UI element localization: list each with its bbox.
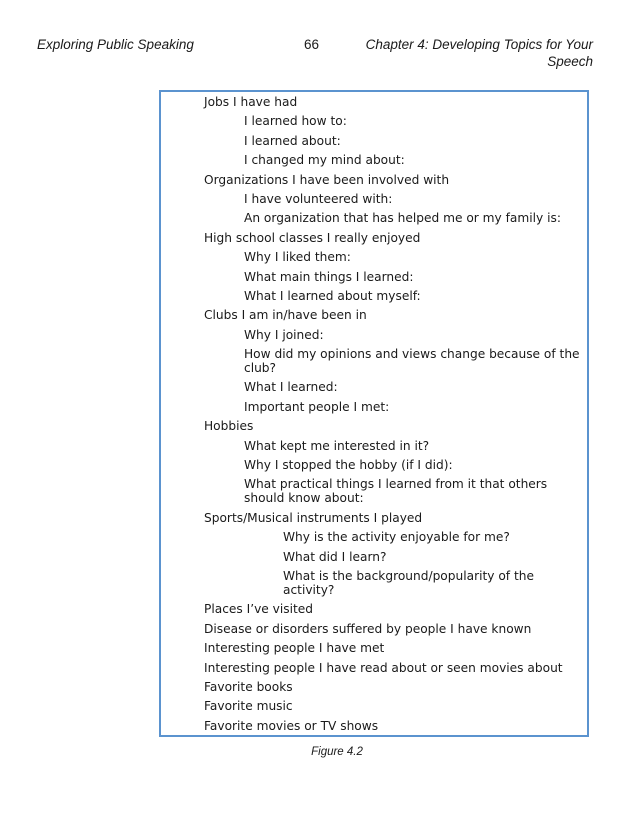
topic-prompt: Why I joined: [244, 327, 324, 342]
topic-prompt: I learned about: [244, 133, 341, 148]
topic-prompt: What kept me interested in it? [244, 438, 430, 453]
topic-category: Interesting people I have read about or seen movies about [204, 660, 563, 675]
topic-list [204, 95, 583, 738]
topic-category: Clubs I am in/have been in [204, 308, 367, 323]
topic-category: Sports/Musical instruments I played [204, 510, 423, 525]
topic-category: Disease or disorders suffered by people I have known [204, 621, 532, 636]
topic-category: Hobbies [204, 419, 254, 434]
topic-prompt: Why is the activity enjoyable for me? [283, 530, 510, 545]
topic-prompt: An organization that has helped me or my family is: [244, 211, 561, 226]
topic-prompt: Why I stopped the hobby (if I did): [244, 458, 453, 473]
topic-category: Jobs I have had [204, 95, 298, 109]
topic-prompt: What is the background/popularity of the activity? [283, 568, 534, 597]
topic-prompt: What main things I learned: [244, 269, 414, 284]
topic-prompt: Important people I met: [244, 399, 390, 414]
topic-brainstorm-box [159, 90, 589, 737]
topic-category: Favorite music [204, 699, 293, 714]
running-header-chapter-title: Chapter 4: Developing Topics for Your Speech [365, 37, 593, 69]
topic-category: High school classes I really enjoyed [204, 230, 421, 245]
topic-prompt: What I learned: [244, 380, 338, 395]
topic-prompt: I have volunteered with: [244, 191, 393, 206]
topic-prompt: How did my opinions and views change because of the club? [244, 347, 580, 376]
page-number: 66 [304, 37, 320, 52]
topic-prompt: I changed my mind about: [244, 153, 405, 168]
topic-prompt: Why I liked them: [244, 250, 351, 265]
topic-prompt: What I learned about myself: [244, 288, 421, 303]
figure-caption: Figure 4.2 [311, 746, 363, 758]
topic-category: Favorite books [204, 679, 293, 694]
running-header-book-title: Exploring Public Speaking [37, 37, 194, 52]
topic-prompt: What did I learn? [283, 549, 387, 564]
topic-prompt: What practical things I learned from it that others should know about: [244, 477, 548, 506]
topic-category: Organizations I have been involved with [204, 172, 450, 187]
topic-category: Places I’ve visited [204, 602, 314, 617]
topic-prompt: I learned how to: [244, 114, 347, 129]
topic-category: Favorite movies or TV shows [204, 718, 379, 733]
topic-category: Interesting people I have met [204, 641, 385, 656]
